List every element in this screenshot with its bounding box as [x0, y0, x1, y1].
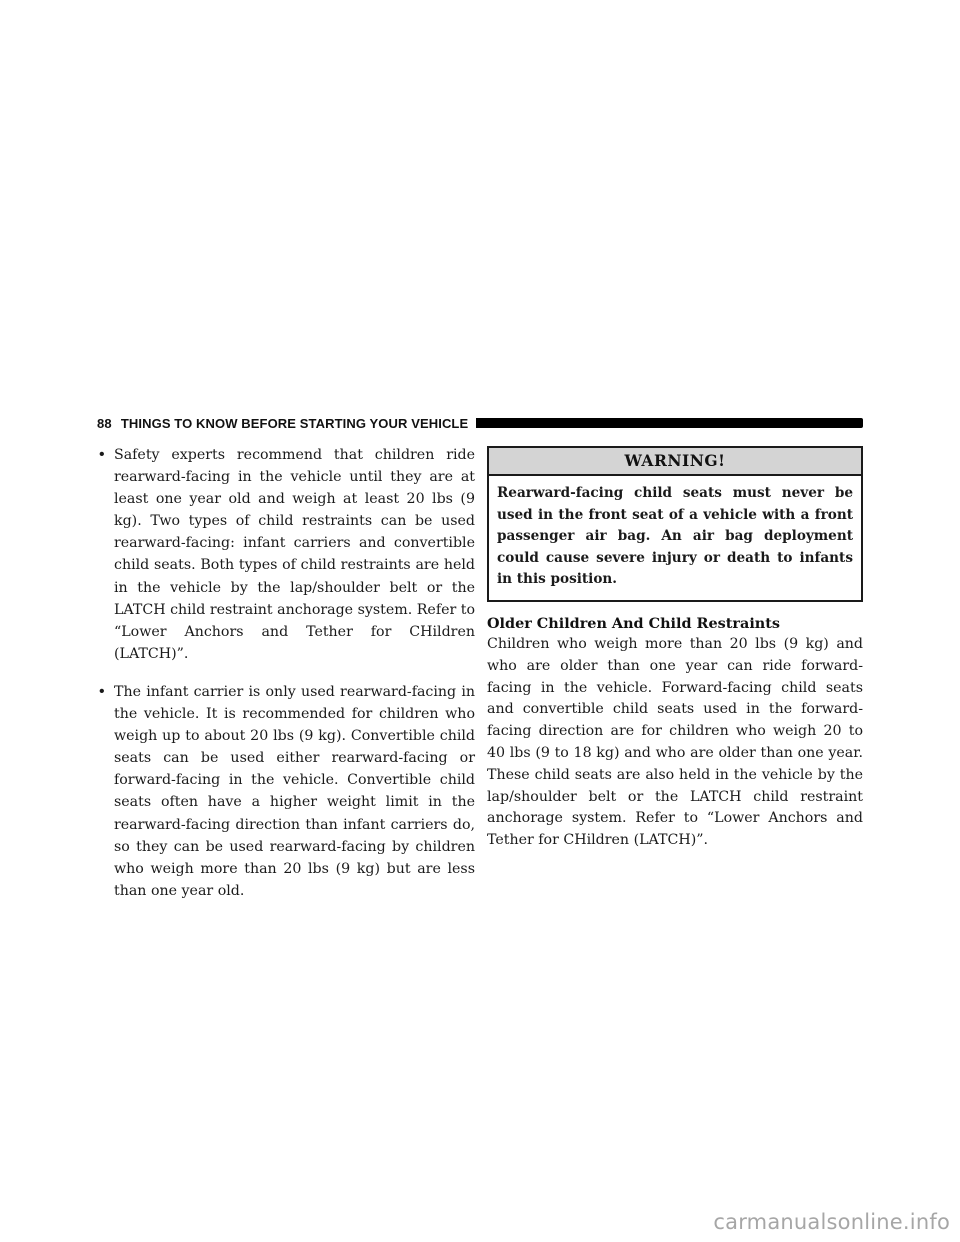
section-title: THINGS TO KNOW BEFORE STARTING YOUR VEHICLE: [120, 415, 469, 431]
section-body: Children who weigh more than 20 lbs (9 kg) and who are older than one year can ride forward-facing in the vehicle. Forward-facing child seats and convertible child seats used in the forward-facing direction are for children who weigh 20 to 40 lbs (9 to 18 kg) and who are older than one year. These child seats are also held in the vehicle by the lap/shoulder belt or the LATCH child restraint anchorage system. Refer to “Lower Anchors and Tether for CHildren (LATCH)”.: [487, 635, 863, 849]
page-number: 88: [97, 415, 112, 431]
right-column: [487, 444, 863, 852]
watermark: carmanualsonline.info: [713, 1210, 950, 1234]
warning-box: [487, 446, 863, 602]
bullet-icon: •: [99, 446, 105, 463]
section-heading: Older Children And Child Restraints: [487, 614, 781, 632]
warning-text: Rearward-facing child seats must never be used in the front seat of a vehicle with a front passenger air bag. An air bag deployment could cause severe injury or death to infants in this position.: [497, 485, 853, 588]
bullet-text: Safety experts recommend that children ride rearward-facing in the vehicle until they are at least one year old and weigh at least 20 lbs (9 kg). Two types of child restraints can be used rearward-facing: infant carriers and convertible child seats. Both types of child restraints are held in the vehicle by the lap/shoulder belt or the LATCH child restraint anchorage system. Refer to “Lower Anchors and Tether for CHildren (LATCH)”.: [114, 447, 475, 662]
left-column: [97, 444, 475, 918]
bullet-icon: •: [99, 682, 105, 700]
warning-title: WARNING!: [489, 448, 861, 476]
header-rule: [476, 418, 863, 428]
list-item: [97, 444, 475, 665]
page-header: [97, 416, 863, 430]
list-item: [97, 681, 475, 902]
bullet-text: The infant carrier is only used rearward-facing in the vehicle. It is recommended for children who weigh up to about 20 lbs (9 kg). Convertible child seats can be used either rearward-facing or forward-facing in the vehicle. Convertible child seats often have a higher weight limit in the rearward-facing direction than infant carriers do, so they can be used rearward-facing by children who weigh more than 20 lbs (9 kg) but are less than one year old.: [114, 683, 475, 899]
